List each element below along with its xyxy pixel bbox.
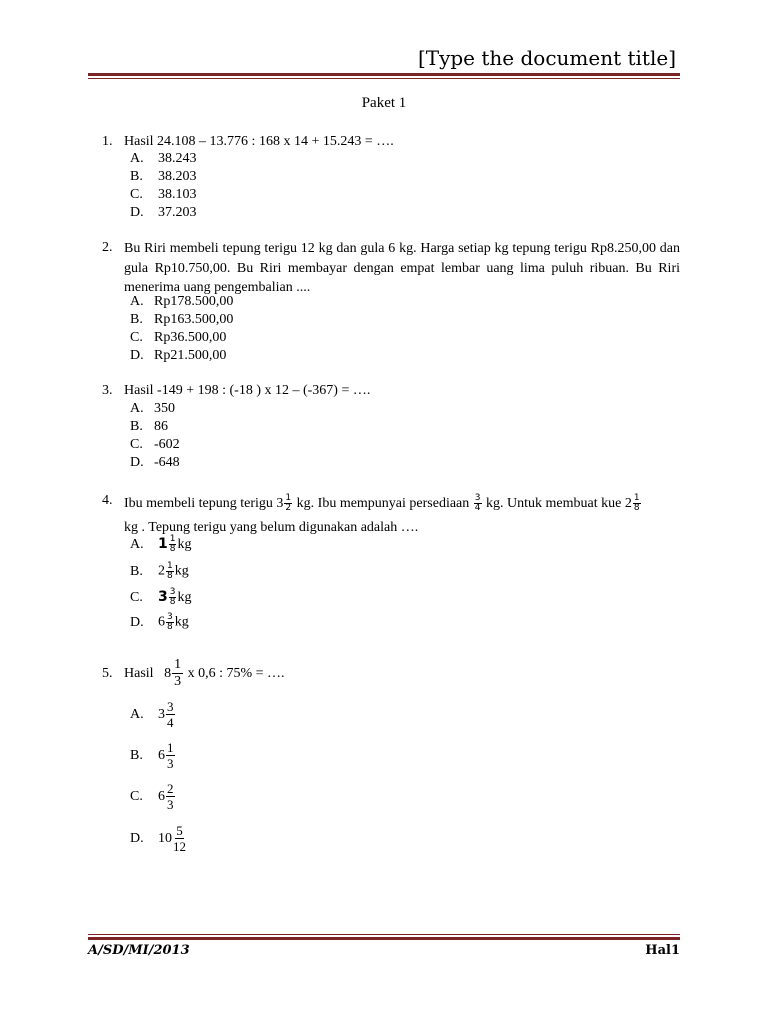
- option: [130, 562, 189, 581]
- numerator: 3: [167, 699, 174, 715]
- denominator: 4: [167, 715, 174, 731]
- option: [130, 613, 189, 632]
- option-letter: C.: [130, 330, 143, 345]
- numerator: 1: [169, 534, 176, 545]
- whole-number: 10: [158, 831, 172, 846]
- question-text: Hasil -149 + 198 : (-18 ) x 12 – (-367) = ….: [124, 383, 371, 398]
- question-5: [102, 657, 680, 691]
- unit: kg: [174, 614, 189, 630]
- fraction: [474, 494, 482, 513]
- option-letter: A.: [130, 707, 144, 722]
- option: [130, 535, 191, 554]
- option-text: Rp36.500,00: [154, 330, 227, 345]
- denominator: 3: [167, 797, 174, 813]
- fraction: [166, 562, 174, 581]
- fraction: [169, 535, 177, 554]
- option-letter: D.: [130, 831, 144, 846]
- option-letter: C.: [130, 590, 143, 605]
- option: [130, 588, 191, 607]
- denominator: 3: [174, 674, 182, 690]
- option: [130, 822, 187, 856]
- section-title: Paket 1: [361, 95, 407, 111]
- text: Ibu membeli tepung terigu 3: [124, 496, 284, 511]
- text: x 0,6 : 75% = ….: [187, 666, 285, 681]
- option-letter: D.: [130, 614, 144, 630]
- option: [130, 186, 197, 204]
- question-text: [124, 492, 680, 540]
- question-4: [102, 492, 680, 540]
- unit: kg: [177, 590, 192, 605]
- text: kg. Untuk membuat kue 2: [482, 496, 632, 511]
- option-text: 86: [154, 419, 168, 434]
- question-text: Hasil 24.108 – 13.776 : 168 x 14 + 15.243 = ….: [124, 134, 394, 149]
- question-number: 2.: [102, 240, 113, 255]
- option-letter: B.: [130, 419, 143, 434]
- option: [130, 347, 226, 365]
- denominator: 8: [169, 597, 176, 608]
- option-letter: A.: [130, 151, 144, 166]
- whole-number: 6: [158, 614, 165, 630]
- option-text: -602: [154, 437, 180, 452]
- option-text: 37.203: [158, 205, 197, 220]
- numerator: 5: [176, 823, 183, 839]
- denominator: 3: [167, 756, 174, 772]
- unit: kg: [174, 563, 189, 579]
- fraction: [633, 494, 641, 513]
- fraction: [284, 494, 292, 513]
- option: [130, 204, 197, 222]
- question-2: [102, 239, 680, 298]
- denominator: 12: [173, 839, 186, 855]
- header-rule-thin: [88, 78, 680, 79]
- numerator: 1: [285, 493, 292, 504]
- fraction: [166, 699, 175, 730]
- numerator: 1: [174, 657, 182, 673]
- denominator: 8: [633, 503, 640, 514]
- denominator: 8: [169, 544, 176, 555]
- whole-number: 3: [158, 589, 168, 605]
- option-letter: C.: [130, 187, 143, 202]
- footer-rule-thin: [88, 934, 680, 935]
- footer-rule: [88, 937, 680, 940]
- option-text: Rp21.500,00: [154, 348, 227, 363]
- fraction: [172, 657, 183, 690]
- option: [130, 329, 226, 347]
- whole-number: 1: [158, 536, 168, 552]
- option-letter: B.: [130, 169, 143, 184]
- question-number: 5.: [102, 666, 113, 681]
- option: [130, 780, 176, 814]
- text: kg. Ibu mempunyai persediaan: [293, 496, 473, 511]
- numerator: 2: [167, 781, 174, 797]
- denominator: 8: [167, 571, 173, 581]
- question-text: [124, 657, 680, 691]
- numerator: 1: [167, 740, 174, 756]
- option-letter: D.: [130, 205, 144, 220]
- whole-number: 3: [158, 707, 165, 722]
- whole-number: 6: [158, 748, 165, 763]
- numerator: 3: [474, 493, 481, 504]
- question-number: 1.: [102, 134, 113, 149]
- text: Hasil: [124, 666, 154, 681]
- option: [130, 418, 168, 436]
- option-text: 38.243: [158, 151, 197, 166]
- header-rule: [88, 73, 680, 76]
- page-number: Hal1: [645, 943, 680, 958]
- footer-code: A/SD/MI/2013: [88, 943, 190, 958]
- numerator: 1: [633, 493, 640, 504]
- fraction: [169, 588, 177, 607]
- fraction: [173, 823, 186, 854]
- option-text: 38.203: [158, 169, 197, 184]
- option: [130, 311, 233, 329]
- question-3: [102, 382, 680, 400]
- numerator: 3: [167, 612, 173, 622]
- option-text: 38.103: [158, 187, 197, 202]
- question-1: [102, 133, 680, 151]
- option-letter: C.: [130, 437, 143, 452]
- whole-number: 6: [158, 789, 165, 804]
- option-letter: B.: [130, 312, 143, 327]
- option: [130, 168, 197, 186]
- whole-number: 2: [158, 563, 165, 579]
- option: [130, 739, 176, 773]
- option: [130, 436, 180, 454]
- question-number: 4.: [102, 493, 113, 508]
- option-letter: C.: [130, 789, 143, 804]
- whole-number: 8: [164, 666, 172, 681]
- option-letter: D.: [130, 455, 144, 470]
- numerator: 1: [167, 561, 173, 571]
- option-text: Rp178.500,00: [154, 294, 234, 309]
- option: [130, 400, 175, 418]
- option-text: 350: [154, 401, 175, 416]
- option-text: Rp163.500,00: [154, 312, 234, 327]
- text: kg . Tepung terigu yang belum digunakan adalah ….: [124, 520, 419, 535]
- option-text: -648: [154, 455, 180, 470]
- document-title: [Type the document title]: [417, 46, 676, 70]
- denominator: 8: [167, 622, 173, 632]
- fraction: [166, 740, 175, 771]
- denominator: 4: [474, 503, 481, 514]
- option: [130, 698, 176, 732]
- fraction: [166, 781, 175, 812]
- option: [130, 454, 180, 472]
- option: [130, 293, 233, 311]
- denominator: 2: [285, 503, 292, 514]
- option-letter: B.: [130, 563, 143, 579]
- option-letter: A.: [130, 401, 144, 416]
- fraction: [166, 613, 174, 632]
- option-letter: A.: [130, 294, 144, 309]
- option: [130, 150, 197, 168]
- option-letter: A.: [130, 537, 144, 552]
- numerator: 3: [169, 587, 176, 598]
- question-text: Bu Riri membeli tepung terigu 12 kg dan gula 6 kg. Harga setiap kg tepung terigu Rp8.250,00 dan gula Rp10.750,00. Bu Riri membayar dengan empat lembar uang lima puluh ribuan. Bu Riri menerima uang pengembalian ....: [124, 241, 680, 295]
- option-letter: D.: [130, 348, 144, 363]
- option-letter: B.: [130, 748, 143, 763]
- question-number: 3.: [102, 383, 113, 398]
- unit: kg: [177, 537, 192, 552]
